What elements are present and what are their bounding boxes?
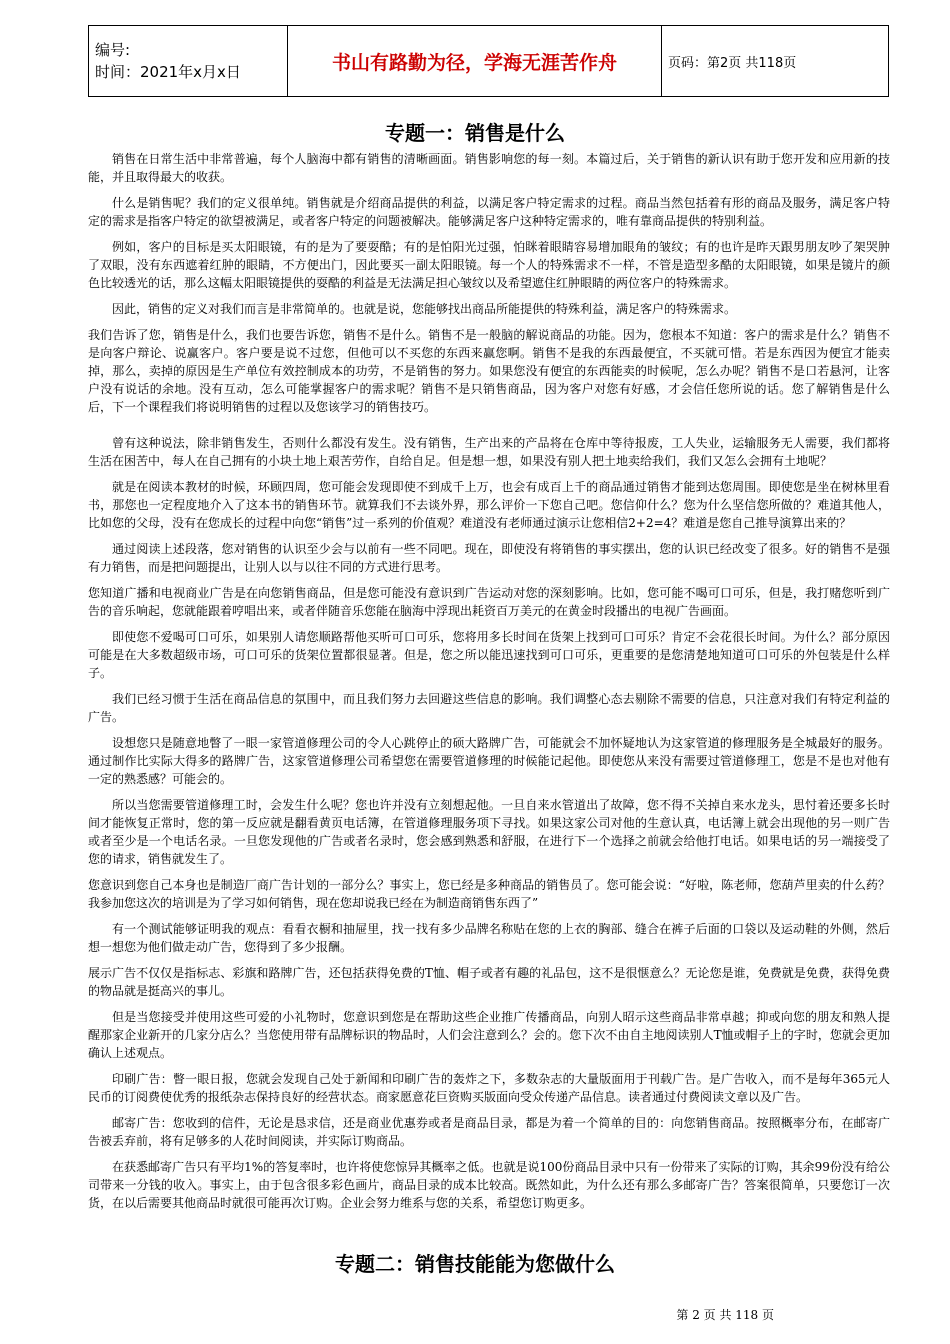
header-page-info: 页码：第2页 共118页 xyxy=(662,26,889,97)
paragraph: 例如，客户的目标是买太阳眼镜，有的是为了要耍酷；有的是怕阳光过强，怕眯着眼睛容易增加眼角的皱纹；有的也许是昨天跟男朋友吵了架哭肿了双眼，没有东西遮着红肿的眼睛，不方便出门，因此要买一副太阳眼镜。每一个人的特殊需求不一样，不管是造型多酷的太阳眼镜，如果是镜片的颜色比较透光的话，那么这幅太阳眼镜提供的耍酷的利益是无法满足担心皱纹以及希望遮住红肿眼睛的两位客户的特殊需求。 xyxy=(88,240,890,290)
paragraph: 在获悉邮寄广告只有平均1%的答复率时，也许将使您惊异其概率之低。也就是说100份商品目录中只有一份带来了实际的订购，其余99份没有给公司带来一分钱的收入。事实上，由于包含很多彩色画片，商品目录的成本比较高。既然如此，为什么还有那么多邮寄广告？答案很简单，只要您订一次货，在以后需要其他商品时就很可能再次订购。企业会努力维系与您的关系，希望您订购更多。 xyxy=(88,1160,890,1210)
paragraph: 所以当您需要管道修理工时，会发生什么呢？您也许并没有立刻想起他。一旦自来水管道出了故障，您不得不关掉自来水龙头，思忖着还要多长时间才能恢复正常时，您的第一反应就是翻看黄页电话簿，在管道修理服务项下寻找。如果这家公司对他的生意认真，电话簿上就会出现他的另一则广告或者至少是一个电话名录。一旦您发现他的广告或者名录时，您会感到熟悉和舒服，在进行下一个选择之前就会给他打电话。如果电话的另一端接受了您的请求，销售就发生了。 xyxy=(88,798,890,866)
paragraph: 即使您不爱喝可口可乐，如果别人请您顺路帮他买听可口可乐，您将用多长时间在货架上找到可口可乐？肯定不会花很长时间。为什么？部分原因可能是在大多数超级市场，可口可乐的货架位置都很显著。但是，您之所以能迅速找到可口可乐，更重要的是您清楚地知道可口可乐的外包装是什么样子。 xyxy=(88,630,890,680)
document-date-label: 时间：2021年x月x日 xyxy=(95,63,241,81)
paragraph: 什么是销售呢？我们的定义很单纯。销售就是介绍商品提供的利益，以满足客户特定需求的过程。商品当然包括着有形的商品及服务，满足客户特定的需求是指客户特定的欲望被满足，或者客户特定的问题被解决。能够满足客户这种特定需求的，唯有靠商品提供的特别利益。 xyxy=(88,196,890,228)
paragraph: 展示广告不仅仅是指标志、彩旗和路牌广告，还包括获得免费的T恤、帽子或者有趣的礼品包，这不是很惬意么？无论您是谁，免费就是免费，获得免费的物品就是挺高兴的事儿。 xyxy=(88,966,890,998)
section-title-2: 专题二：销售技能能为您做什么 xyxy=(335,1252,615,1276)
paragraph: 因此，销售的定义对我们而言是非常简单的。也就是说，您能够找出商品所能提供的特殊利益，满足客户的特殊需求。 xyxy=(112,302,737,316)
paragraph: 销售在日常生活中非常普遍，每个人脑海中都有销售的清晰画面。销售影响您的每一刻。本篇过后，关于销售的新认识有助于您开发和应用新的技能，并且取得最大的收获。 xyxy=(88,152,890,184)
paragraph: 我们告诉了您，销售是什么，我们也要告诉您，销售不是什么。销售不是一般脑的解说商品的功能。因为，您根本不知道：客户的需求是什么？销售不是向客户辩论、说赢客户。客户要是说不过您，但他可以不买您的东西来赢您啊。销售不是我的东西最便宜，不买就可惜。若是东西因为便宜才能卖掉，那么，卖掉的原因是生产单位有效控制成本的功劳，不是销售的努力。如果您没有便宜的东西能卖的时候呢，怎么办呢？销售不是口若悬河，让客户没有说话的余地。没有互动，怎么可能掌握客户的需求呢？销售不是只销售商品，因为客户对您有好感，才会信任您所说的话。您了解销售是什么后，下一个课程我们将说明销售的过程以及您该学习的销售技巧。 xyxy=(88,328,890,414)
paragraph: 设想您只是随意地瞥了一眼一家管道修理公司的令人心跳停止的硕大路牌广告，可能就会不加怀疑地认为这家管道的修理服务是全城最好的服务。通过制作比实际大得多的路牌广告，这家管道修理公司希望您在需要管道修理的时候能记起他。即使您从来没有需要过管道修理工，您是不是也对他有一定的熟悉感？可能会的。 xyxy=(88,736,890,786)
paragraph: 通过阅读上述段落，您对销售的认识至少会与以前有一些不同吧。现在，即使没有将销售的事实摆出，您的认识已经改变了很多。好的销售不是强有力销售，而是把问题提出，让别人以与以往不同的方式进行思考。 xyxy=(88,542,890,574)
paragraph: 有一个测试能够证明我的观点：看看衣橱和抽屉里，找一找有多少品牌名称贴在您的上衣的胸部、缝合在裤子后面的口袋以及运动鞋的外侧，然后想一想您为他们做走动广告，您得到了多少报酬。 xyxy=(88,922,890,954)
section-1-body xyxy=(88,150,890,1220)
paragraph: 您意识到您自己本身也是制造厂商广告计划的一部分么？事实上，您已经是多种商品的销售员了。您可能会说：“好啦，陈老师，您葫芦里卖的什么药？我参加您这次的培训是为了学习如何销售，现在您却说我已经在为制造商销售东西了” xyxy=(88,878,890,910)
page-footer: 第 2 页 共 118 页 xyxy=(676,1308,774,1322)
paragraph: 我们已经习惯于生活在商品信息的氛围中，而且我们努力去回避这些信息的影响。我们调整心态去剔除不需要的信息，只注意对我们有特定利益的广告。 xyxy=(88,692,890,724)
header-motto: 书山有路勤为径，学海无涯苦作舟 xyxy=(288,26,662,97)
header-table xyxy=(88,25,889,97)
section-title-1: 专题一：销售是什么 xyxy=(385,121,565,145)
paragraph: 印刷广告：瞥一眼日报，您就会发现自己处于新闻和印刷广告的轰炸之下，多数杂志的大量版面用于刊载广告。是广告收入，而不是每年365元人民币的订阅费使优秀的报纸杂志保持良好的经营状态。商家愿意花巨资购买版面向受众传递产品信息。读者通过付费阅读文章以及广告。 xyxy=(88,1072,890,1104)
paragraph: 就是在阅读本教材的时候，环顾四周，您可能会发现即使不到成千上万，也会有成百上千的商品通过销售才能到达您周围。即使您是坐在树林里看书，那您也一定程度地介入了这本书的销售环节。就算我们不去谈外界，那么评价一下您自己吧。您信仰什么？您为什么坚信您所做的？难道其他人，比如您的父母，没有在您成长的过程中向您“销售”过一系列的价值观？难道没有老师通过演示让您相信2+2=4？难道是您自己推导演算出来的？ xyxy=(88,480,890,530)
paragraph: 曾有这种说法，除非销售发生，否则什么都没有发生。没有销售，生产出来的产品将在仓库中等待报废，工人失业，运输服务无人需要，我们都将生活在困苦中，每人在自己拥有的小块土地上艰苦劳作，自给自足。但是想一想，如果没有别人把土地卖给我们，我们又怎么会拥有土地呢？ xyxy=(88,436,890,468)
document-number-label: 编号: xyxy=(95,41,131,59)
paragraph: 邮寄广告：您收到的信件，无论是恳求信，还是商业优惠券或者是商品目录，都是为着一个简单的目的：向您销售商品。按照概率分布，在邮寄广告被丢弃前，将有足够多的人花时间阅读，并实际订购商品。 xyxy=(88,1116,890,1148)
paragraph: 但是当您接受并使用这些可爱的小礼物时，您意识到您是在帮助这些企业推广传播商品，向别人昭示这些商品非常卓越；抑或向您的朋友和熟人提醒那家企业新开的几家分店么？当您使用带有品牌标识的物品时，人们会注意到么？会的。您下次不由自主地阅读别人T恤或帽子上的字时，您就会更加确认上述观点。 xyxy=(88,1010,890,1060)
header-meta-cell xyxy=(89,26,288,97)
paragraph: 您知道广播和电视商业广告是在向您销售商品，但是您可能没有意识到广告运动对您的深刻影响。比如，您可能不喝可口可乐，但是，我打赌您听到广告的音乐响起，您就能跟着哼唱出来，或者伴随音乐您能在脑海中浮现出耗资百万美元的在黄金时段播出的电视广告画面。 xyxy=(88,586,890,618)
